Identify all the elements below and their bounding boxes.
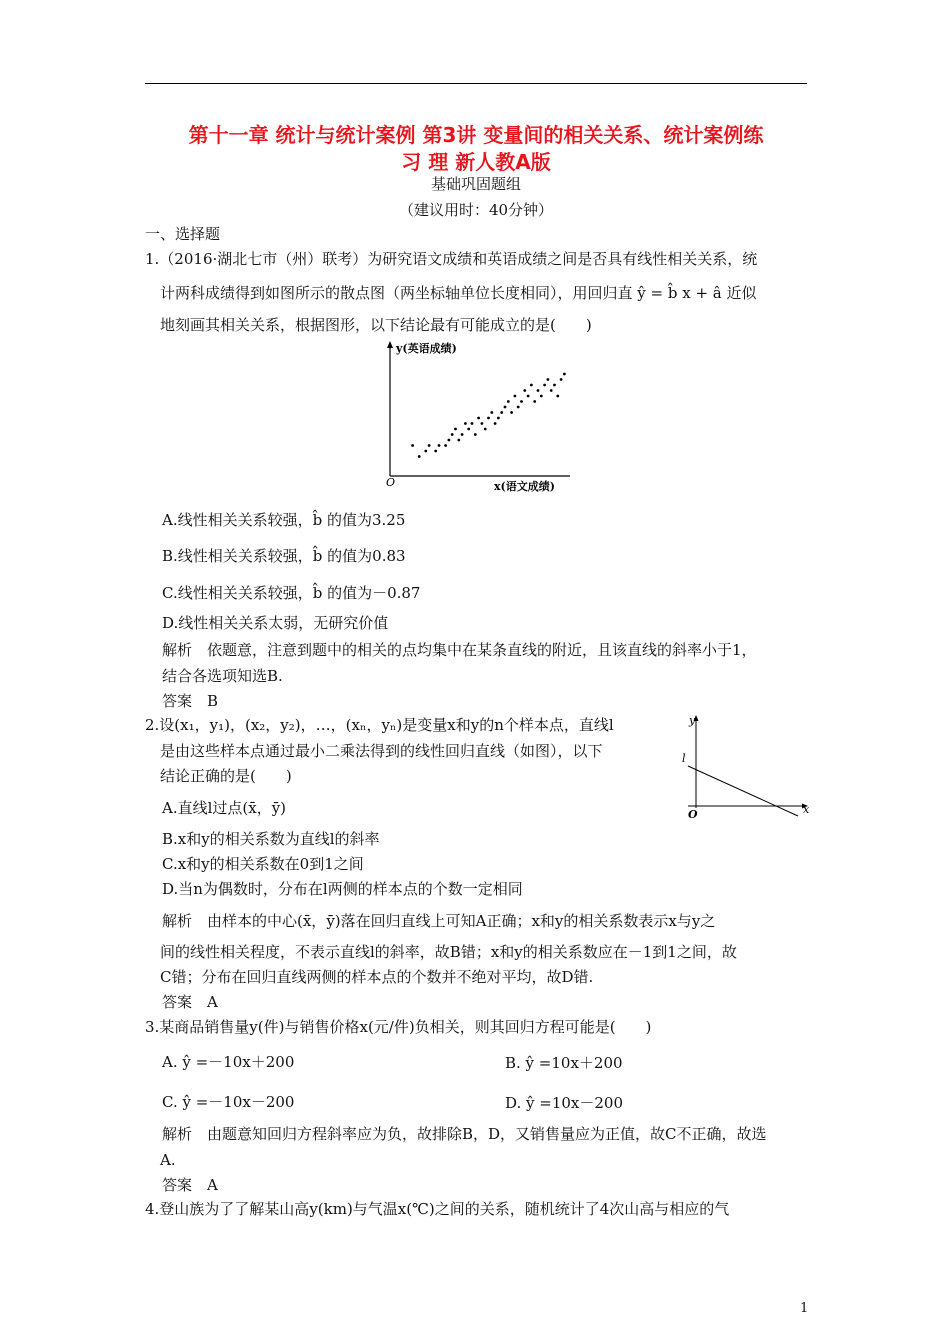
scatter-point xyxy=(497,417,500,420)
page-number: 1 xyxy=(800,1301,809,1316)
subtitle: 基础巩固题组 xyxy=(430,175,521,193)
q2-analysis-line3: C错；分布在回归直线两侧的样本点的个数并不绝对平均，故D错. xyxy=(160,968,594,986)
y-axis-arrow xyxy=(387,341,393,348)
scatter-point xyxy=(411,444,414,447)
scatter-point xyxy=(438,444,441,447)
q3-analysis-line1: 解析 由题意知回归方程斜率应为负，故排除B，D，又销售量应为正值，故C不正确，故选 xyxy=(162,1125,767,1143)
q1-line2: 计两科成绩得到如图所示的散点图（两坐标轴单位长度相同），用回归直 ŷ = b̂ x + â 近似 xyxy=(160,284,757,302)
q2-analysis-line1: 解析 由样本的中心(x̄，ȳ)落在回归直线上可知A正确；x和y的相关系数表示x与y之 xyxy=(162,912,716,930)
y-label: y xyxy=(689,714,696,727)
scatter-point xyxy=(560,378,563,381)
scatter-point xyxy=(487,417,490,420)
q2-regression-figure xyxy=(674,712,812,824)
scatter-point xyxy=(517,406,520,409)
scatter-point xyxy=(537,389,540,392)
q3-answer: 答案 A xyxy=(162,1176,218,1194)
scatter-point xyxy=(540,395,543,398)
scatter-point xyxy=(523,389,526,392)
q1-option-c: C.线性相关关系较强，b̂ 的值为－0.87 xyxy=(162,584,421,602)
scatter-point xyxy=(507,400,510,403)
q1-scatter-plot xyxy=(370,338,580,498)
scatter-point xyxy=(474,433,477,436)
scatter-point xyxy=(461,433,464,436)
q1-answer: 答案 B xyxy=(162,692,219,710)
scatter-point xyxy=(451,433,454,436)
origin-label: O xyxy=(386,476,396,489)
scatter-point xyxy=(563,373,566,376)
y-axis-label: y(英语成绩) xyxy=(396,342,457,355)
scatter-point xyxy=(547,378,550,381)
q3-analysis-line2: A. xyxy=(160,1151,176,1169)
doc-title-line1: 第十一章 统计与统计案例 第3讲 变量间的相关关系、统计案例练 xyxy=(188,123,764,147)
scatter-point xyxy=(418,455,421,458)
scatter-point xyxy=(434,450,437,453)
q4-line1: 4.登山族为了了解某山高y(km)与气温x(℃)之间的关系，随机统计了4次山高与相应的气 xyxy=(145,1200,730,1218)
scatter-point xyxy=(530,384,533,387)
q1-option-d: D.线性相关关系太弱，无研究价值 xyxy=(162,614,389,632)
scatter-point xyxy=(448,439,451,442)
q1-line3: 地刻画其相关关系，根据图形，以下结论最有可能成立的是( ) xyxy=(160,316,592,334)
x-axis-label: x(语文成绩) xyxy=(494,480,555,493)
scatter-point xyxy=(550,389,553,392)
scatter-point xyxy=(510,411,513,414)
q1-option-b: B.线性相关关系较强，b̂ 的值为0.83 xyxy=(162,547,406,565)
q2-option-d: D.当n为偶数时，分布在l两侧的样本点的个数一定相同 xyxy=(162,880,523,898)
scatter-point xyxy=(556,395,559,398)
scatter-point xyxy=(504,406,507,409)
q2-option-b: B.x和y的相关系数为直线l的斜率 xyxy=(162,830,380,848)
q1-analysis-line2: 结合各选项知选B. xyxy=(162,667,283,685)
q3-option-b: B. ŷ =10x＋200 xyxy=(505,1054,623,1072)
q3-option-c: C. ŷ =－10x－200 xyxy=(162,1093,295,1111)
q2-option-a: A.直线l过点(x̄，ȳ) xyxy=(162,799,287,817)
q2-line3: 结论正确的是( ) xyxy=(160,767,292,785)
q1-option-a: A.线性相关关系较强，b̂ 的值为3.25 xyxy=(162,511,406,529)
scatter-point xyxy=(494,422,497,425)
scatter-point xyxy=(553,384,556,387)
q2-answer: 答案 A xyxy=(162,993,218,1011)
scatter-point xyxy=(490,411,493,414)
scatter-point xyxy=(454,428,457,431)
scatter-point xyxy=(500,411,503,414)
regression-line-l xyxy=(688,766,798,816)
scatter-point xyxy=(424,450,427,453)
scatter-point xyxy=(477,417,480,420)
scatter-point xyxy=(520,400,523,403)
q2-line2: 是由这些样本点通过最小二乘法得到的线性回归直线（如图），以下 xyxy=(160,742,603,760)
q2-analysis-line2: 间的线性相关程度，不表示直线l的斜率，故B错；x和y的相关系数应在－1到1之间，故 xyxy=(160,943,737,961)
scatter-point xyxy=(464,422,467,425)
origin-label: O xyxy=(688,808,698,821)
scatter-point xyxy=(527,395,530,398)
q3-option-a: A. ŷ =－10x＋200 xyxy=(162,1053,295,1071)
scatter-point xyxy=(471,422,474,425)
scatter-point xyxy=(481,422,484,425)
scatter-point xyxy=(428,444,431,447)
scatter-point xyxy=(467,428,470,431)
q2-option-c: C.x和y的相关系数在0到1之间 xyxy=(162,855,364,873)
scatter-point xyxy=(484,428,487,431)
l-label: l xyxy=(682,752,686,765)
time-hint: （建议用时：40分钟） xyxy=(398,201,554,219)
scatter-point xyxy=(444,444,447,447)
q1-analysis-line1: 解析 依题意，注意到题中的相关的点均集中在某条直线的附近，且该直线的斜率小于1， xyxy=(162,641,757,659)
scatter-point xyxy=(514,395,517,398)
scatter-point xyxy=(543,384,546,387)
q2-line1: 2.设(x₁，y₁)，(x₂，y₂)，…，(xₙ，yₙ)是变量x和y的n个样本点，直线l xyxy=(145,716,614,734)
scatter-point xyxy=(457,439,460,442)
scatter-point xyxy=(533,400,536,403)
q1-line1: 1.（2016·湖北七市（州）联考）为研究语文成绩和英语成绩之间是否具有线性相关关系，统 xyxy=(145,250,758,268)
x-label: x xyxy=(803,803,810,816)
header-rule xyxy=(145,83,807,84)
q3-option-d: D. ŷ =10x－200 xyxy=(505,1094,624,1112)
doc-title-line2: 习 理 新人教A版 xyxy=(401,150,551,174)
section-heading: 一、选择题 xyxy=(145,225,221,243)
q3-line1: 3.某商品销售量y(件)与销售价格x(元/件)负相关，则其回归方程可能是( ) xyxy=(145,1018,652,1036)
